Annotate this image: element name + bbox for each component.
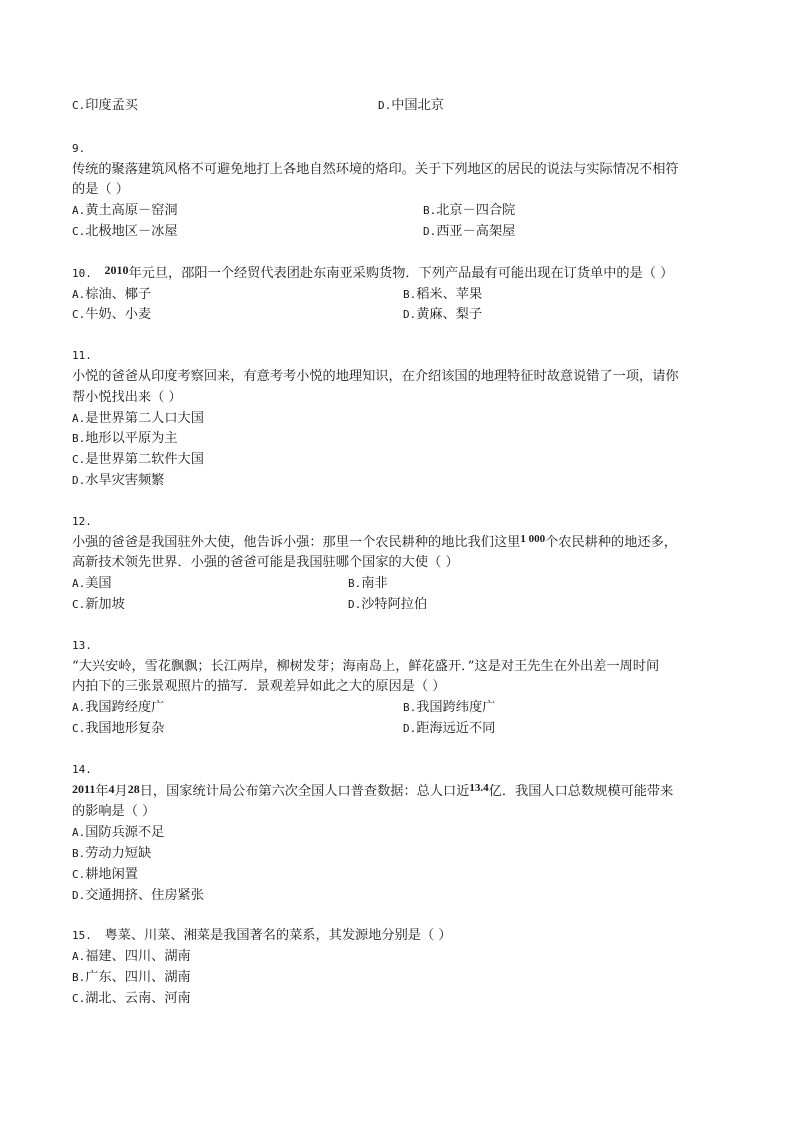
- q12-stem-line1: 小强的爸爸是我国驻外大使，他告诉小强：那里一个农民耕种的地比我们这里$^{1 000}$个农民耕种的地还多，: [72, 532, 677, 550]
- q9-number: 9.: [72, 141, 86, 155]
- q15-stem-text: 粤菜、川菜、湘菜是我国著名的菜系，其发源地分别是（ ）: [104, 928, 452, 944]
- q9-stem-line1: 传统的聚落建筑风格不可避免地打上各地自然环境的烙印。关于下列地区的居民的说法与实际情况不相符: [72, 161, 679, 177]
- q11-number: 11.: [72, 349, 92, 363]
- q8-option-c: C.印度孟买: [72, 98, 138, 113]
- q11-stem-line2: 帮小悦找出来（ ）: [72, 389, 182, 405]
- q9-option-d: D.西亚－高架屋: [423, 223, 516, 239]
- q11-stem-line1: 小悦的爸爸从印度考察回来，有意考考小悦的地理知识，在介绍该国的地理特征时故意说错了一项，请你: [72, 368, 679, 384]
- q14-option-d: D.交通拥挤、住房紧张: [72, 887, 204, 903]
- q10-stem-text: 年元旦，邵阳一个经贸代表团赴东南亚采购货物．下列产品最有可能出现在订货单中的是（ ）: [128, 265, 674, 281]
- q12-option-b: B.南非: [348, 576, 388, 592]
- q12-option-d: D.沙特阿拉伯: [348, 596, 428, 612]
- q14-year: 2011: [72, 781, 96, 796]
- q13-option-a: A.我国跨经度广: [72, 700, 165, 716]
- q15-option-a: A.福建、四川、湖南: [72, 949, 191, 965]
- q14-number: 14.: [72, 762, 92, 776]
- q12-stem-line2: 高新技术领先世界．小强的爸爸可能是我国驻哪个国家的大使（ ）: [72, 555, 459, 571]
- q12-options-row1: [72, 574, 722, 595]
- q10-option-a: A.棕油、椰子: [72, 286, 152, 302]
- q14-option-a: A.国防兵源不足: [72, 825, 165, 841]
- q10-options-row2: [72, 305, 722, 326]
- q14-population: 13.4: [469, 781, 489, 794]
- q10-option-c: C.牛奶、小麦: [72, 307, 152, 323]
- q14-month: 4: [108, 781, 115, 796]
- q12-options-row2: [72, 595, 722, 616]
- q14-stem-line2: 的影响是（ ）: [72, 804, 156, 820]
- q13-option-b: B.我国跨纬度广: [403, 700, 496, 716]
- q13-number: 13.: [72, 638, 92, 652]
- q15-number: 15.: [72, 929, 92, 943]
- q9-options-row1: [72, 201, 722, 222]
- q13-option-c: C.我国地形复杂: [72, 720, 165, 736]
- q14-option-b: B.劳动力短缺: [72, 845, 152, 861]
- q8-option-d: D.中国北京: [378, 98, 444, 113]
- q10-option-b: B.稻米、苹果: [403, 286, 483, 302]
- q11-option-d: D.水旱灾害频繁: [72, 472, 165, 488]
- q9-option-b: B.北京－四合院: [423, 203, 516, 219]
- q13-stem-line1: “大兴安岭，雪花飘飘；长江两岸，柳树发芽；海南岛上，鲜花盛开．”这是对王先生在外出差一周时间: [72, 658, 660, 674]
- q10-year: 2010: [104, 262, 129, 277]
- q9-stem-line2: 的是（ ）: [72, 182, 129, 198]
- q8-options-row: [72, 96, 722, 117]
- q10-number: 10.: [72, 266, 92, 280]
- q10-stem: [72, 263, 722, 285]
- q10-option-d: D.黄麻、梨子: [403, 307, 483, 323]
- q15-stem: [72, 926, 722, 947]
- q11-option-c: C.是世界第二软件大国: [72, 452, 204, 468]
- q13-stem-line2: 内拍下的三张景观照片的描写．景观差异如此之大的原因是（ ）: [72, 679, 446, 695]
- q13-options-row1: [72, 698, 722, 719]
- q9-options-row2: [72, 222, 722, 243]
- q12-option-c: C.新加坡: [72, 596, 125, 612]
- q9-option-c: C.北极地区－冰屋: [72, 223, 178, 239]
- q11-option-b: B.地形以平原为主: [72, 431, 178, 447]
- q14-stem-line1: 2011年4月28日，国家统计局公布第六次全国人口普查数据：总人口近$^{13.4}$亿．我国人口总数规模可能带来: [72, 781, 674, 799]
- q13-option-d: D.距海远近不同: [403, 720, 496, 736]
- q12-number-1000: 1 000: [520, 532, 546, 545]
- q15-option-b: B.广东、四川、湖南: [72, 969, 191, 985]
- q11-option-a: A.是世界第二人口大国: [72, 410, 204, 426]
- q9-option-a: A.黄土高原－窑洞: [72, 203, 178, 219]
- q12-option-a: A.美国: [72, 576, 112, 592]
- q14-day: 28: [127, 781, 140, 796]
- q10-options-row1: [72, 285, 722, 306]
- q13-options-row2: [72, 719, 722, 740]
- q15-option-c: C.湖北、云南、河南: [72, 990, 191, 1006]
- q12-number: 12.: [72, 514, 92, 528]
- exam-page: [72, 96, 722, 1009]
- q14-option-c: C.耕地闲置: [72, 866, 138, 882]
